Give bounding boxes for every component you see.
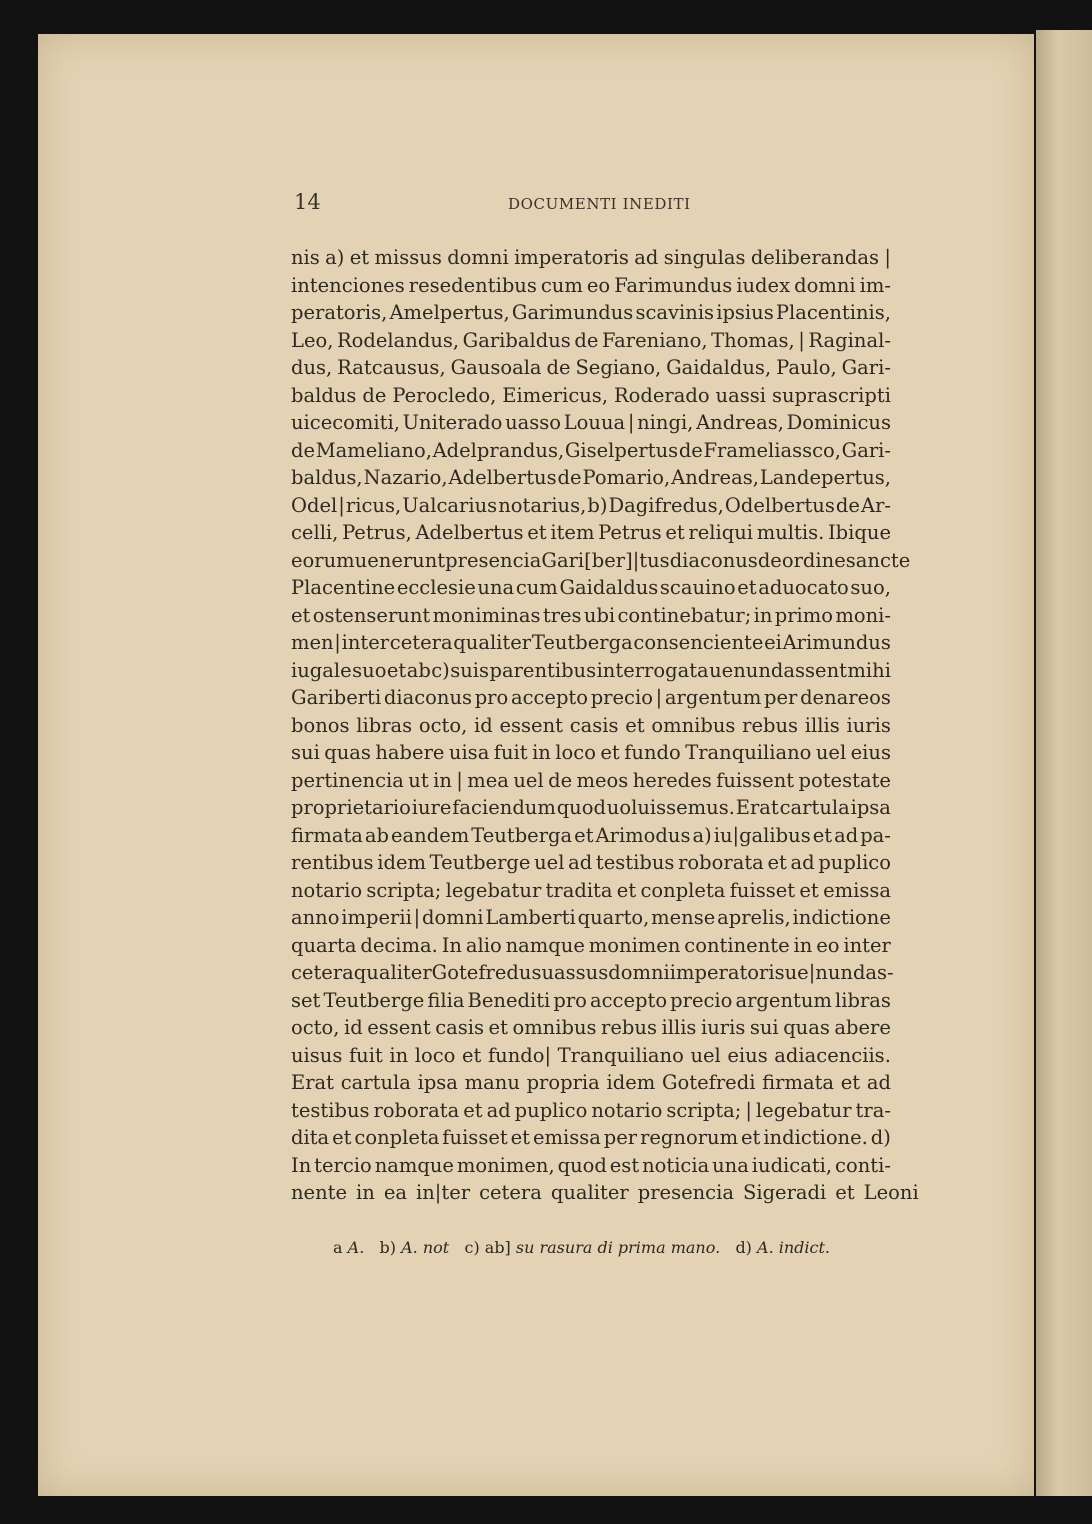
- text-line: nis a) et missus domni imperatoris ad singulas deliberandas |: [291, 246, 891, 269]
- text-line: testibus roborata et ad puplico notario scripta; | legebatur tra-: [291, 1098, 891, 1122]
- footnote-a-label: a: [333, 1238, 343, 1257]
- text-line: Erat cartula ipsa manu propria idem Gotefredi firmata et ad: [291, 1071, 891, 1094]
- text-line: eorum uenerunt presencia Gari[ber] |tus diaconus de ordine sancte: [291, 548, 911, 572]
- text-line: proprietario iure faciendum quod uoluissemus. Erat cartula ipsa: [291, 796, 891, 819]
- footnote-b-label: b): [379, 1238, 397, 1257]
- text-line: Odel | ricus, Ualcarius notarius, b) Dagifredus, Odelbertus de Ar-: [291, 493, 891, 517]
- body-text: [291, 244, 919, 1207]
- text-line: uicecomiti, Uniterado uasso Louua | ningi, Andreas, Dominicus: [291, 411, 891, 434]
- page-number: 14: [294, 190, 321, 214]
- text-line: Gariberti diaconus pro accepto precio | argentum per denareos: [291, 686, 891, 709]
- text-line: de Mameliano, Adelprandus, Giselpertus de Frameliassco, Gari-: [291, 438, 891, 462]
- text-line: set Teutberge filia Benediti pro accepto precio argentum libras: [291, 988, 891, 1012]
- footnote-a-text: A.: [347, 1238, 365, 1257]
- text-line: celli, Petrus, Adelbertus et item Petrus et reliqui multis. Ibique: [291, 521, 891, 544]
- footnote-c-text: su rasura di prima mano.: [515, 1238, 721, 1257]
- footnote-b-text: A. not: [401, 1238, 450, 1257]
- footnote-d-text: A. indict.: [757, 1238, 830, 1257]
- text-line: cetera qualiter Gotefredus uassus domni imperatoris ue|nundas-: [291, 961, 894, 984]
- text-line: octo, id essent casis et omnibus rebus illis iuris sui quas abere: [291, 1016, 891, 1039]
- text-line: dus, Ratcausus, Gausoala de Segiano, Gaidaldus, Paulo, Gari-: [291, 356, 891, 379]
- text-line: baldus, Nazario, Adelbertus de Pomario, Andreas, Landepertus,: [291, 466, 891, 489]
- text-line: intenciones resedentibus cum eo Farimundus iudex domni im-: [291, 273, 891, 297]
- page-header: [294, 190, 894, 214]
- text-line: In tercio namque monimen, quod est noticia una iudicati, conti-: [291, 1153, 891, 1177]
- text-line: uisus fuit in loco et fundo| Tranquiliano uel eius adiacenciis.: [291, 1043, 891, 1067]
- adjacent-page-edge: [1036, 30, 1092, 1496]
- footnote-d-label: d): [735, 1238, 752, 1257]
- text-line: pertinencia ut in | mea uel de meos heredes fuissent potestate: [291, 768, 891, 792]
- text-line: peratoris, Amelpertus, Garimundus scavinis ipsius Placentinis,: [291, 301, 891, 324]
- footnote-c-label: c) ab]: [464, 1238, 511, 1257]
- text-line: men | inter cetera qualiter Teutberga consenciente ei Arimundus: [291, 631, 891, 654]
- text-line: Placentine ecclesie una cum Gaidaldus scauino et aduocato suo,: [291, 576, 891, 599]
- text-line: anno imperii | domni Lamberti quarto, mense aprelis, indictione: [291, 906, 891, 929]
- text-line: notario scripta; legebatur tradita et conpleta fuisset et emissa: [291, 878, 891, 902]
- running-title: DOCUMENTI INEDITI: [508, 195, 691, 213]
- text-line: quarta decima. In alio namque monimen continente in eo inter: [291, 933, 891, 957]
- text-line: sui quas habere uisa fuit in loco et fundo Tranquiliano uel eius: [291, 741, 891, 764]
- text-line: Leo, Rodelandus, Garibaldus de Fareniano, Thomas, | Raginal-: [291, 328, 891, 352]
- text-line: baldus de Perocledo, Eimericus, Roderado uassi suprascripti: [291, 383, 891, 407]
- text-line: bonos libras octo, id essent casis et omnibus rebus illis iuris: [291, 713, 891, 737]
- text-line: et ostenserunt moniminas tres ubi continebatur; in primo moni-: [291, 603, 891, 627]
- text-line: dita et conpleta fuisset et emissa per regnorum et indictione. d): [291, 1126, 891, 1149]
- footnotes: [333, 1238, 830, 1257]
- text-line: nente in ea in|ter cetera qualiter presencia Sigeradi et Leoni: [291, 1181, 919, 1204]
- text-line: firmata ab eandem Teutberga et Arimodus a) iu|galibus et ad pa-: [291, 823, 891, 847]
- text-line: iugale suo et ab c) suis parentibus interrogata uenundassent mihi: [291, 658, 891, 682]
- text-line: rentibus idem Teutberge uel ad testibus roborata et ad puplico: [291, 851, 891, 874]
